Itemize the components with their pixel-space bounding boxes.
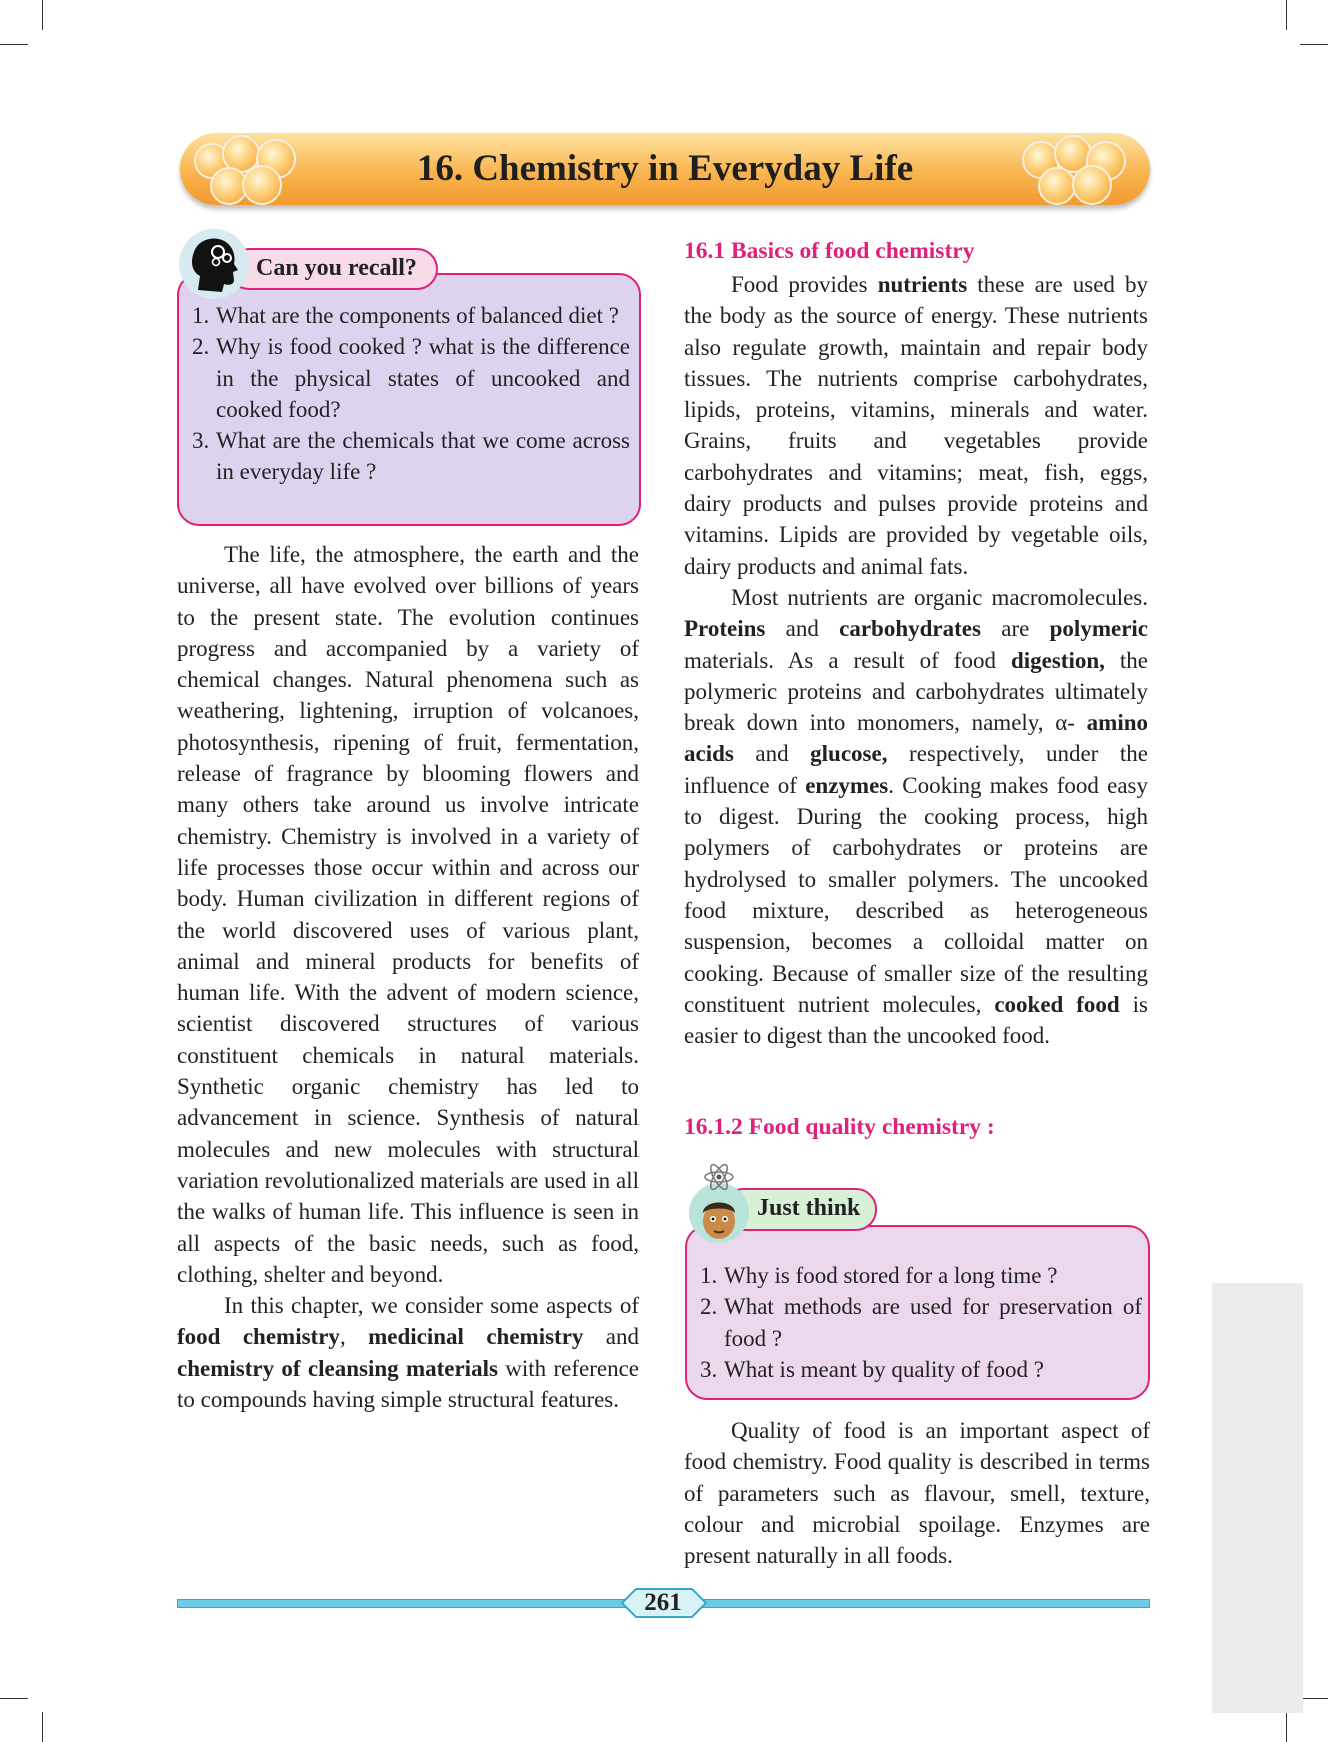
recall-heading: Can you recall? <box>256 255 417 281</box>
list-item: 3. What is meant by quality of food ? <box>700 1356 1045 1382</box>
intro-paragraph: The life, the atmosphere, the earth and the universe, all have evolved over billions of years to the present state. The evolution continues progress and accompanied by a variety of chemical changes. Natural phenomena such as weathering, lightening, irruption of volcanoes, photosynthesis, ripening of fruit, fermentation, release of fragrance by blooming flowers and many others take around us involve intricate chemistry. Chemistry is involved in a variety of life processes those occur within and across our body. Human civilization in different regions of the world discovered uses of various plant, animal and mineral products for benefits of human life. With the advent of modern science, scientist discovered structures of various constituent chemicals in natural materials. Synthetic organic chemistry has led to advancement in science. Synthesis of natural molecules and new molecules with structural variation revolutionalized materials are used in all the walks of human life. This influence is seen in all aspects of the basic needs, such as food, clothing, shelter and beyond. <box>177 542 639 1287</box>
section-heading-16-1-2: 16.1.2 Food quality chemistry : <box>684 1114 995 1140</box>
footer-rule-right <box>700 1599 1150 1608</box>
food-quality-column <box>684 1415 1150 1571</box>
page-edge-tab <box>1212 1283 1303 1713</box>
right-column <box>684 269 1148 1051</box>
list-item: 1. Why is food stored for a long time ? <box>700 1263 1058 1288</box>
crop-mark <box>1300 44 1328 45</box>
crop-mark <box>1286 1712 1287 1742</box>
think-heading: Just think <box>757 1195 861 1221</box>
nutrients-paragraph: Food provides nutrients these are used by the body as the source of energy. These nutrients also regulate growth, maintain and repair body tissues. The nutrients comprise carbohydrates, lipids, proteins, vitamins, minerals and water. Grains, fruits and vegetables provide carbohydrates and vitamins; meat, fish, eggs, dairy products and pulses provide proteins and vitamins. Lipids are provided by vegetable oils, dairy products and animal fats. <box>684 272 1148 579</box>
crop-mark <box>1300 1698 1328 1699</box>
crop-mark <box>42 1712 43 1742</box>
crop-mark <box>1286 0 1287 30</box>
list-item: 1. What are the components of balanced diet ? <box>192 303 619 328</box>
recall-question-list <box>178 300 630 488</box>
crop-mark <box>42 0 43 30</box>
bubble-icon <box>1038 167 1076 205</box>
chapter-scope-paragraph: In this chapter, we consider some aspects of food chemistry, medicinal chemistry and chemistry of cleansing materials with reference to compounds having simple structural features. <box>177 1293 640 1413</box>
boy-thinking-icon <box>689 1163 753 1245</box>
crop-mark <box>0 44 28 45</box>
footer-rule-left <box>177 1599 627 1608</box>
list-item: 3. What are the chemicals that we come across in everyday life ? <box>192 428 630 485</box>
list-item: 2. What methods are used for preservation of food ? <box>700 1294 1142 1351</box>
head-gears-icon <box>178 226 250 302</box>
page-number: 261 <box>644 1589 682 1616</box>
food-quality-paragraph: Quality of food is an important aspect of food chemistry. Food quality is described in terms of parameters such as flavour, smell, texture, colour and microbial spoilage. Enzymes are present naturally in all foods. <box>684 1418 1150 1569</box>
section-heading-16-1: 16.1 Basics of food chemistry <box>684 238 975 264</box>
crop-mark <box>0 1698 28 1699</box>
recall-heading-tab <box>228 248 438 290</box>
bubble-icon <box>1072 165 1112 205</box>
list-item: 2. Why is food cooked ? what is the difference in the physical states of uncooked and cooked food? <box>192 334 630 422</box>
think-question-list <box>686 1260 1142 1385</box>
chapter-banner <box>180 133 1150 205</box>
chapter-title: 16. Chemistry in Everyday Life <box>416 148 914 189</box>
macromolecules-paragraph: Most nutrients are organic macromolecules. Proteins and carbohydrates are polymeric materials. As a result of food digestion, the polymeric proteins and carbohydrates ultimately break down into monomers, namely, α- amino acids and glucose, respectively, under the influence of enzymes. Cooking makes food easy to digest. During the cooking process, high polymers of carbohydrates or proteins are hydrolysed to smaller polymers. The uncooked food mixture, described as heterogeneous suspension, becomes a colloidal matter on cooking. Because of smaller size of the resulting constituent nutrient molecules, cooked food is easier to digest than the uncooked food. <box>684 584 1149 1049</box>
left-column <box>177 539 639 1415</box>
